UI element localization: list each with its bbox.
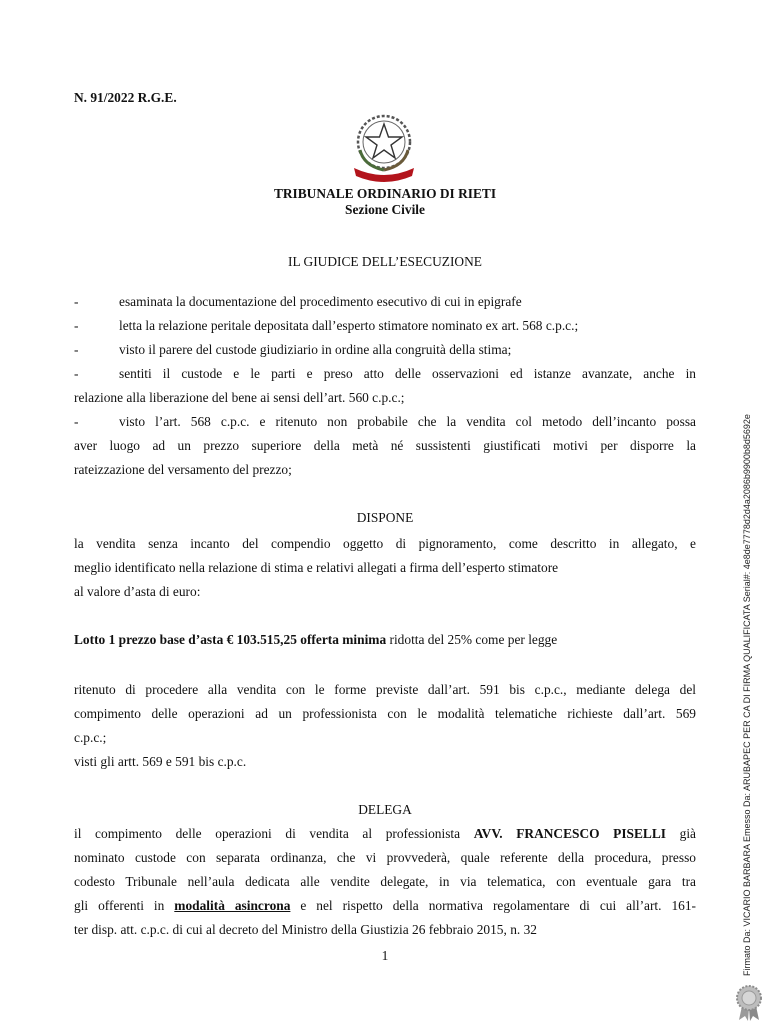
consideration-text: esaminata la documentazione del procedimento esecutivo di cui in epigrafe [119, 294, 522, 309]
consideration-item [74, 410, 696, 482]
consideration-text: letta la relazione peritale depositata dall’esperto stimatore nominato ex art. 568 c.p.c.; [119, 318, 579, 333]
consideration-text-cont: relazione alla liberazione del bene ai sensi dell’art. 560 c.p.c.; [74, 390, 405, 405]
consideration-text-cont: aver luogo ad un prezzo superiore della metà né sussistenti giustificati motivi per disporre la [74, 438, 696, 453]
delega-line [74, 894, 696, 918]
list-dash: - [74, 366, 79, 381]
delega-text: già [666, 826, 696, 841]
lotto-reduction: ridotta del 25% come per legge [386, 632, 558, 647]
consideration-text: visto l’art. 568 c.p.c. e ritenuto non probabile che la vendita col metodo dell’incanto possa [119, 414, 696, 429]
delega-text: gli offerenti in [74, 898, 175, 913]
delega-line: nominato custode con separata ordinanza, che vi provvederà, quale referente della procedura, presso [74, 850, 696, 865]
delega-line: ter disp. att. c.p.c. di cui al decreto del Ministro della Giustizia 26 febbraio 2015, n. 32 [74, 922, 537, 937]
delega-heading: DELEGA [358, 802, 412, 817]
lotto-price: Lotto 1 prezzo base d’asta € 103.515,25 offerta minima [74, 632, 387, 647]
signature-seal-icon [734, 984, 764, 1022]
consideration-text-cont: rateizzazione del versamento del prezzo; [74, 462, 292, 477]
dispone-heading: DISPONE [356, 510, 414, 525]
page-number: 1 [381, 948, 389, 963]
delega-line: codesto Tribunale nell’aula dedicata alle vendite delegate, in via telematica, con eventuale gara tra [74, 874, 696, 889]
italian-republic-emblem [346, 110, 422, 184]
ritenuto-paragraph [74, 678, 696, 774]
delegate-name: AVV. FRANCESCO PISELLI [473, 826, 667, 841]
dispone-paragraph [74, 532, 696, 604]
court-name: TRIBUNALE ORDINARIO DI RIETI [273, 186, 497, 201]
dispone-line: al valore d’asta di euro: [74, 584, 201, 599]
ritenuto-line: visti gli artt. 569 e 591 bis c.p.c. [74, 754, 247, 769]
lotto-line [74, 632, 557, 648]
digital-signature-text: Firmato Da: VICARIO BARBARA Emesso Da: ARUBAPEC PER CA DI FIRMA QUALIFICATA Serial#: 4e8de7778d2d4a2086b9900b8d5692e [742, 414, 752, 976]
list-dash: - [74, 294, 79, 309]
ritenuto-line: ritenuto di procedere alla vendita con le forme previste dall’art. 591 bis c.p.c., mediante delega del [74, 682, 696, 697]
delega-text: e nel rispetto della normativa regolamentare di cui all’art. 161- [290, 898, 697, 913]
delega-text: il compimento delle operazioni di vendita al professionista [74, 826, 474, 841]
consideration-item [74, 338, 696, 362]
ritenuto-line: compimento delle operazioni ad un professionista con le modalità telematiche richieste dall’art. 569 [74, 706, 696, 721]
list-dash: - [74, 414, 79, 429]
judge-heading: IL GIUDICE DELL’ESECUZIONE [288, 254, 482, 269]
consideration-item [74, 362, 696, 410]
ritenuto-line: c.p.c.; [74, 730, 107, 745]
delega-paragraph [74, 822, 696, 942]
list-dash: - [74, 318, 79, 333]
consideration-text: sentiti il custode e le parti e preso atto delle osservazioni ed istanze avanzate, anche in [119, 366, 696, 381]
list-dash: - [74, 342, 79, 357]
consideration-item [74, 290, 696, 314]
court-section: Sezione Civile [345, 202, 425, 217]
consideration-item [74, 314, 696, 338]
delega-line [74, 822, 696, 846]
dispone-line: meglio identificato nella relazione di stima e relativi allegati a firma dell’esperto stimatore [74, 560, 559, 575]
case-number: N. 91/2022 R.G.E. [74, 90, 177, 105]
consideration-text: visto il parere del custode giudiziario in ordine alla congruità della stima; [119, 342, 512, 357]
auction-mode: modalità asincrona [174, 898, 291, 913]
dispone-line: la vendita senza incanto del compendio oggetto di pignoramento, come descritto in allegato, e [74, 536, 696, 551]
